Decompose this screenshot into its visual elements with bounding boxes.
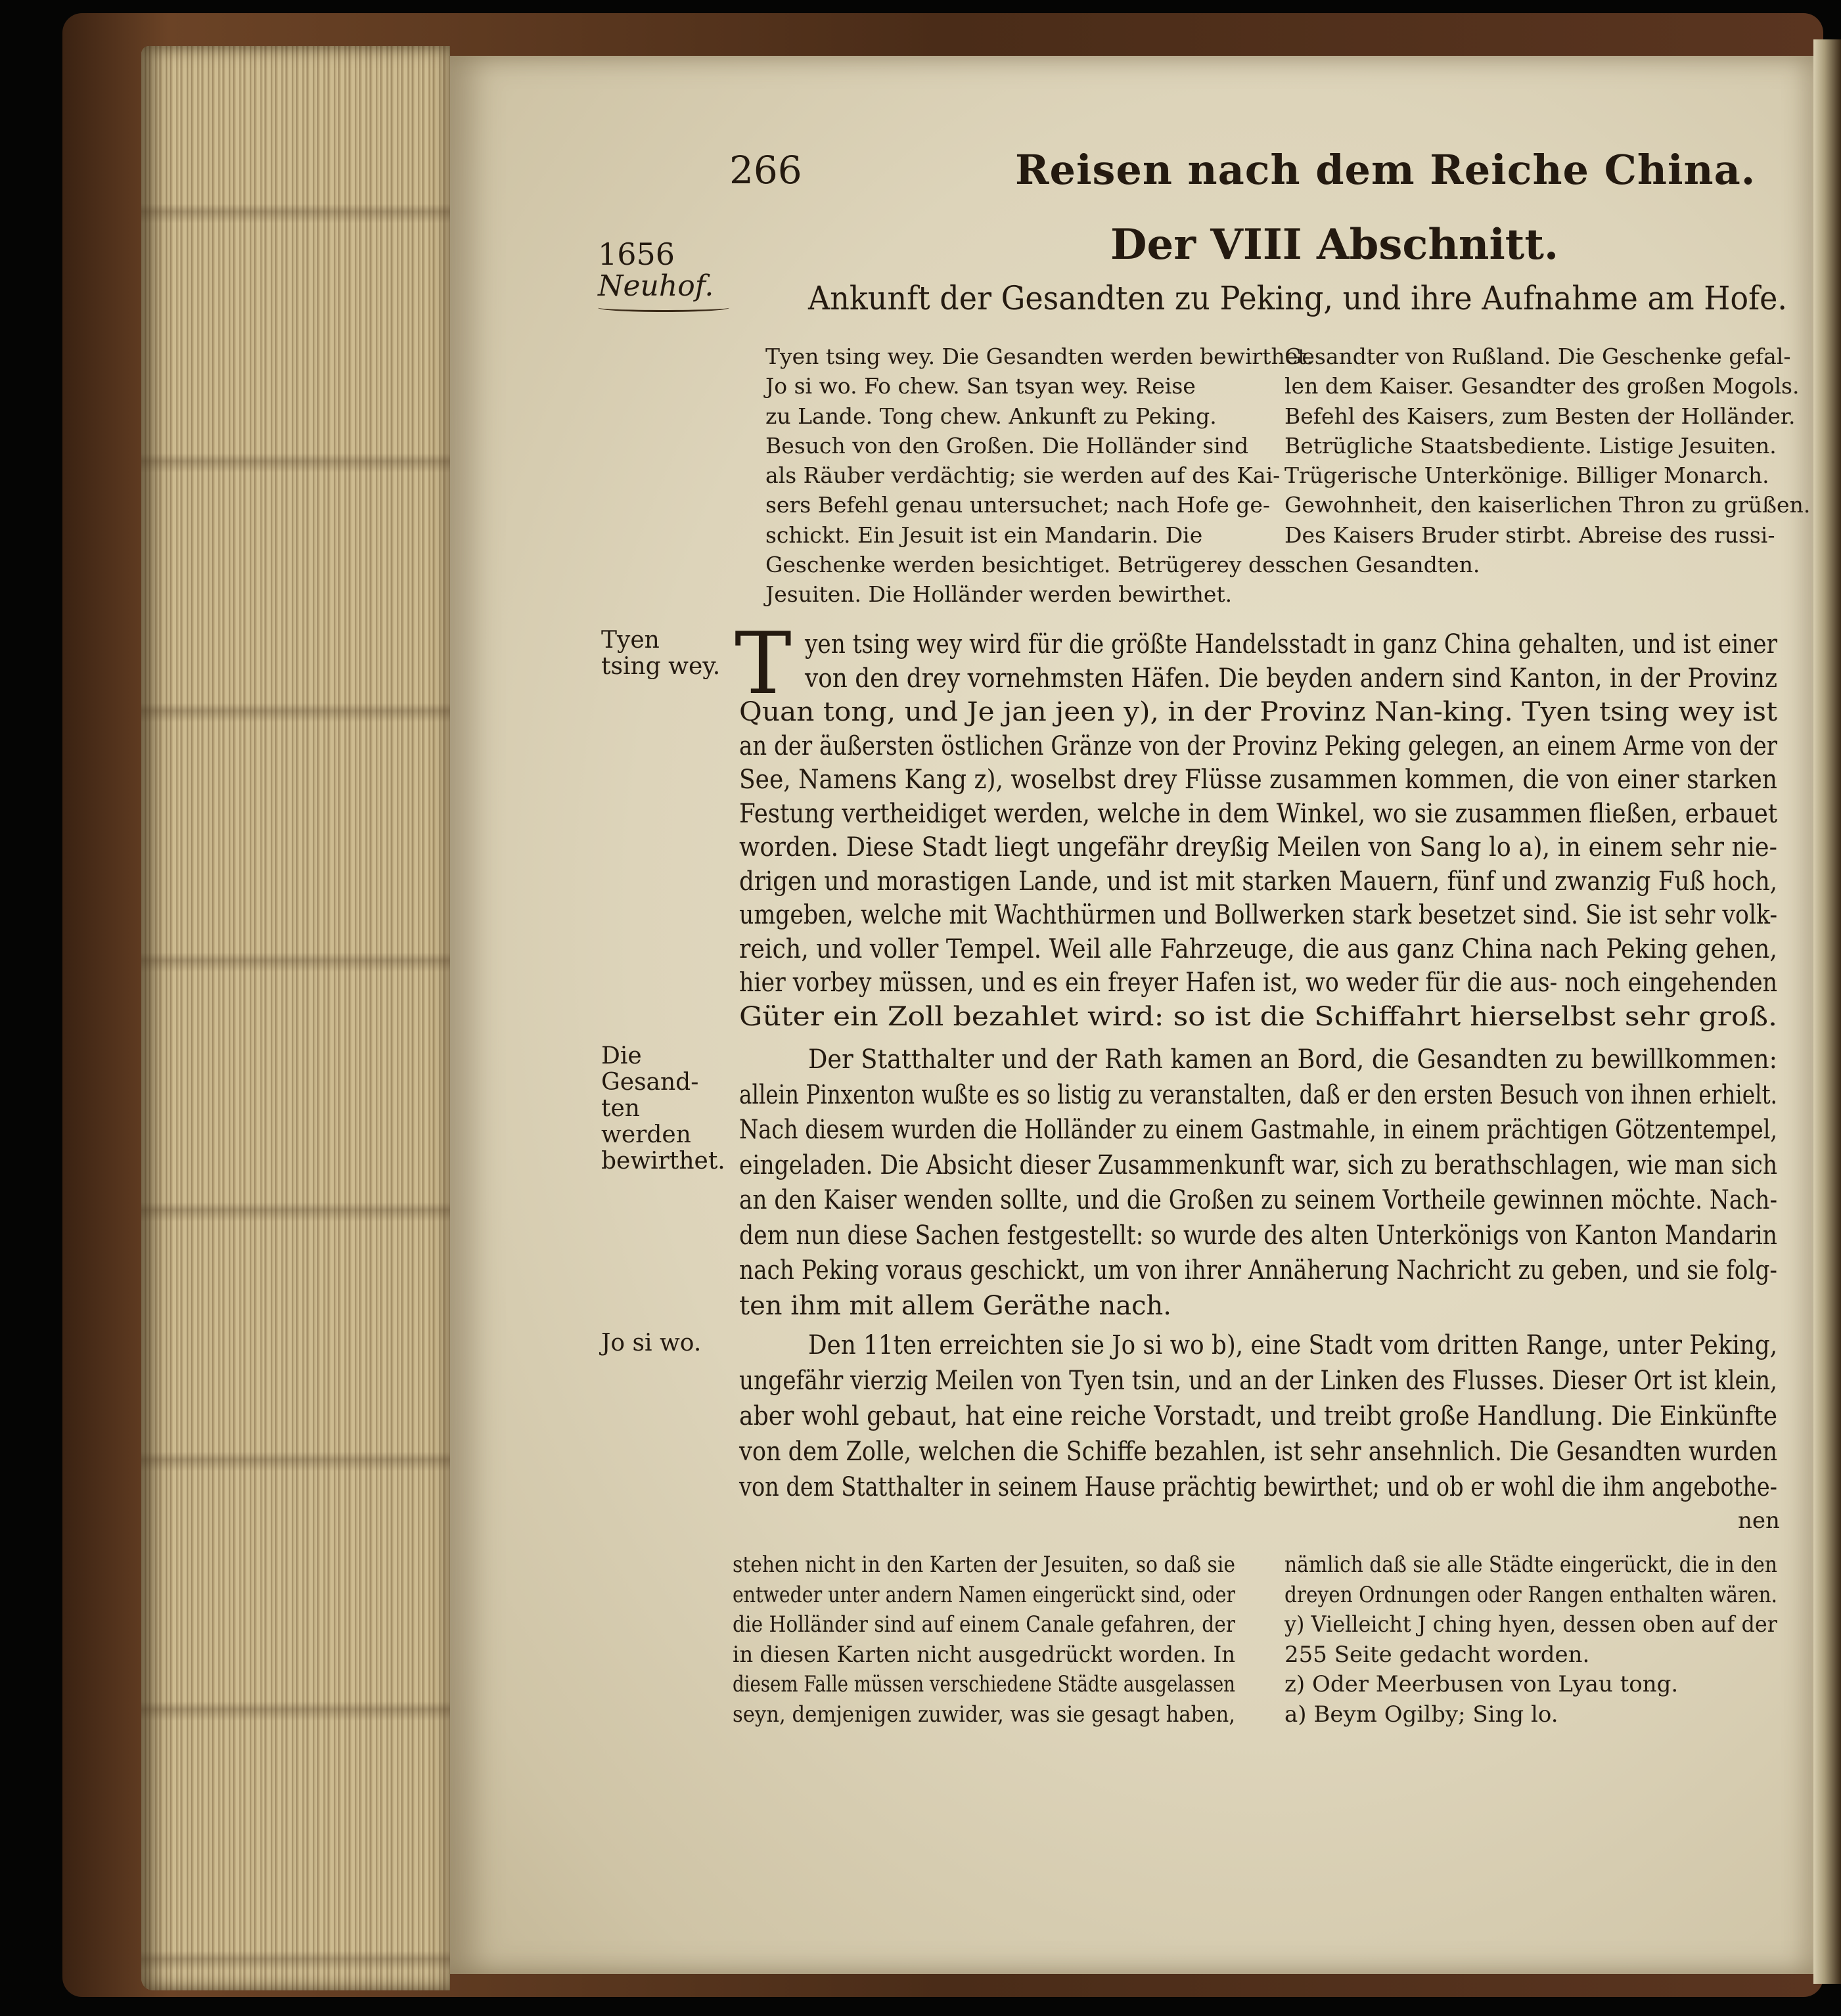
body-line: ungefähr vierzig Meilen von Tyen tsin, und an der Linken des Flusses. Dieser Ort ist klein, — [739, 1366, 1777, 1396]
body-line: drigen und morastigen Lande, und ist mit starken Mauern, fünf und zwanzig Fuß hoch, — [739, 866, 1778, 897]
margin-year: 1656 — [598, 236, 675, 272]
body-line: Festung vertheidiget werden, welche in dem Winkel, wo sie zusammen fließen, erbauet — [739, 798, 1778, 829]
body-line: von den drey vornehmsten Häfen. Die beyden andern sind Kanton, in der Provinz — [805, 663, 1777, 694]
body-line: umgeben, welche mit Wachthürmen und Bollwerken stark besetzet sind. Sie ist sehr volk- — [739, 900, 1778, 930]
footnote-line: stehen nicht in den Karten der Jesuiten, so daß sie — [733, 1552, 1235, 1578]
summary-left-line: Tyen tsing wey. Die Gesandten werden bewirthet. — [765, 344, 1313, 369]
summary-left-line: Jesuiten. Die Holländer werden bewirthet. — [765, 581, 1233, 608]
body-line: Den 11ten erreichten sie Jo si wo b), eine Stadt vom dritten Range, unter Peking, — [808, 1330, 1778, 1360]
summary-right-column — [1284, 342, 1836, 579]
body-line: Güter ein Zoll bezahlet wird: so ist die Schiffahrt hierselbst sehr groß. — [739, 1001, 1778, 1032]
body-line: allein Pinxenton wußte es so listig zu veranstalten, daß er den ersten Besuch von ihnen erhielt. — [739, 1079, 1777, 1110]
footnote-line: seyn, demjenigen zuwider, was sie gesagt haben, — [733, 1701, 1235, 1728]
section-heading: Der VIII Abschnitt. — [1110, 220, 1559, 269]
running-title: Reisen nach dem Reiche China. — [1015, 146, 1756, 194]
body-line: an der äußersten östlichen Gränze von der Provinz Peking gelegen, an einem Arme von der — [739, 730, 1778, 761]
body-line: nach Peking voraus geschickt, um von ihrer Annäherung Nachricht zu geben, und sie folg- — [739, 1255, 1778, 1286]
body-line: aber wohl gebaut, hat eine reiche Vorstadt, und treibt große Handlung. Die Einkünfte — [739, 1401, 1778, 1431]
page-edges — [141, 46, 450, 1990]
body-line: worden. Diese Stadt liegt ungefähr dreyßig Meilen von Sang lo a), in einem sehr nie- — [739, 832, 1777, 862]
footnote-line: in diesen Karten nicht ausgedrückt worden. In — [733, 1641, 1236, 1668]
summary-left-line: als Räuber verdächtig; sie werden auf des Kai- — [765, 462, 1281, 489]
footnote-line: y) Vielleicht J ching hyen, dessen oben auf der — [1284, 1611, 1777, 1638]
summary-right-line: Gesandter von Rußland. Die Geschenke gefal- — [1284, 344, 1791, 369]
summary-right-line: len dem Kaiser. Gesandter des großen Mogols. — [1284, 373, 1800, 399]
sidenote-gesandten-bewirthet: Die Gesand-ten werden bewirthet. — [601, 1042, 725, 1175]
footnote-line: entweder unter andern Namen eingerückt sind, oder — [733, 1581, 1236, 1608]
summary-left-line: zu Lande. Tong chew. Ankunft zu Peking. — [765, 403, 1217, 429]
summary-left-line: Geschenke werden besichtiget. Betrügerey des — [765, 552, 1286, 578]
body-line: See, Namens Kang z), woselbst drey Flüsse zusammen kommen, die von einer starken — [739, 765, 1777, 795]
body-line: Quan tong, und Je jan jeen y), in der Provinz Nan-king. Tyen tsing wey ist — [739, 697, 1778, 727]
summary-left-line: Besuch von den Großen. Die Holländer sind — [765, 432, 1249, 459]
summary-right-line: Betrügliche Staatsbediente. Listige Jesuiten. — [1284, 432, 1777, 459]
summary-left-line: Jo si wo. Fo chew. San tsyan wey. Reise — [765, 373, 1196, 399]
summary-left-column — [765, 342, 1317, 610]
drop-cap: T — [735, 614, 792, 713]
body-line: Nach diesem wurden die Holländer zu einem Gastmahle, in einem prächtigen Götzentempel, — [739, 1115, 1778, 1145]
footnote-line: dreyen Ordnungen oder Rangen enthalten wären. — [1284, 1581, 1778, 1608]
body-line: von dem Zolle, welchen die Schiffe bezahlen, ist sehr ansehnlich. Die Gesandten wurden — [739, 1437, 1778, 1467]
body-line: Der Statthalter und der Rath kamen an Bord, die Gesandten zu bewillkommen: — [808, 1044, 1777, 1075]
margin-author: Neuhof. — [598, 269, 714, 303]
footnote-line: 255 Seite gedacht worden. — [1284, 1641, 1590, 1668]
section-subtitle: Ankunft der Gesandten zu Peking, und ihre Aufnahme am Hofe. — [808, 279, 1788, 317]
body-line: dem nun diese Sachen festgestellt: so wurde des alten Unterkönigs von Kanton Mandarin — [739, 1220, 1777, 1251]
footnote-line: die Holländer sind auf einem Canale gefahren, der — [733, 1611, 1236, 1638]
summary-right-line: Trügerische Unterkönige. Billiger Monarch. — [1284, 462, 1769, 489]
footnote-line: z) Oder Meerbusen von Lyau tong. — [1284, 1671, 1679, 1697]
summary-right-line: Befehl des Kaisers, zum Besten der Holländer. — [1284, 403, 1796, 429]
author-bracket-rule — [598, 303, 729, 312]
footnote-line: nämlich daß sie alle Städte eingerückt, die in den — [1284, 1552, 1778, 1578]
sidenote-jo-si-wo: Jo si wo. — [601, 1330, 702, 1356]
sidenote-tyen-tsing-wey: Tyen tsing wey. — [601, 627, 721, 680]
body-line: ten ihm mit allem Geräthe nach. — [739, 1290, 1171, 1321]
body-line: an den Kaiser wenden sollte, und die Großen zu seinem Vortheile gewinnen möchte. Nach- — [739, 1185, 1778, 1215]
body-line: hier vorbey müssen, und es ein freyer Hafen ist, wo weder für die aus- noch eingehenden — [739, 968, 1778, 998]
body-line: reich, und voller Tempel. Weil alle Fahrzeuge, die aus ganz China nach Peking gehen, — [739, 933, 1777, 964]
summary-right-line: Des Kaisers Bruder stirbt. Abreise des russi- — [1284, 522, 1775, 548]
facing-page-edge — [1813, 39, 1841, 1984]
summary-left-line: schickt. Ein Jesuit ist ein Mandarin. Die — [765, 522, 1203, 548]
body-line: yen tsing wey wird für die größte Handelsstadt in ganz China gehalten, und ist einer — [805, 629, 1778, 660]
summary-right-line: Gewohnheit, den kaiserlichen Thron zu grüßen. — [1284, 492, 1811, 518]
summary-right-line: schen Gesandten. — [1284, 552, 1480, 578]
page-number: 266 — [729, 148, 802, 192]
body-line: nen — [1738, 1508, 1780, 1534]
footnote-line: a) Beym Ogilby; Sing lo. — [1284, 1701, 1558, 1728]
body-line: von dem Statthalter in seinem Hause prächtig bewirthet; und ob er wohl die ihm angebothe- — [739, 1472, 1778, 1502]
summary-left-line: sers Befehl genau untersuchet; nach Hofe ge- — [765, 492, 1271, 518]
footnote-line: diesem Falle müssen verschiedene Städte ausgelassen — [733, 1671, 1235, 1697]
body-line: eingeladen. Die Absicht dieser Zusammenkunft war, sich zu berathschlagen, wie man sich — [739, 1150, 1778, 1180]
